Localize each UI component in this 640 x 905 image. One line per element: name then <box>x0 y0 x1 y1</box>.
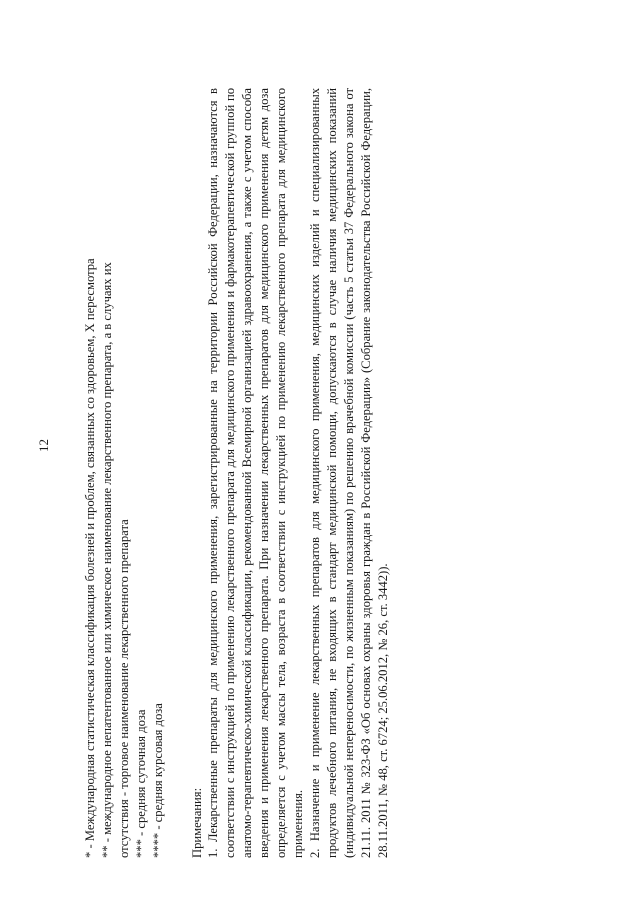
footnote-course-dose: **** - средняя курсовая доза <box>150 703 165 858</box>
footnote-inn-continued: отсутствия - торговое наименование лекарственного препарата <box>116 519 131 858</box>
note-2: 2. Назначение и применение лекарственных препаратов для медицинского применения, медицинских изделий и специализированных продуктов лечебного питания, не входящих в стандарт медицинской помощи, допускаются в случае наличия медицинских показаний (индивидуальной непереносимости, по жизненным показаниям) по решению врачебной комиссии (часть 5 статьи 37 Федерального закона от 21.11. 2011 № 323-ФЗ «Об основах охраны здоровья граждан в Российской Федерации» (Собрание законодательства Российской Федерации, 28.11.2011, № 48, ст. 6724; 25.06.2012, № 26, ст. 3442)). <box>307 88 390 858</box>
footnote-icd: * - Международная статистическая классификация болезней и проблем, связанных со здоровьем, X пересмотра <box>83 258 97 858</box>
rotated-text-block <box>82 88 391 858</box>
spacer <box>167 88 189 858</box>
footnote-daily-dose: *** - средняя суточная доза <box>133 709 148 858</box>
page-number: 12 <box>36 439 51 452</box>
note-1: 1. Лекарственные препараты для медицинского применения, зарегистрированные на территории Российской Федерации, назначаются в соответствии с инструкцией по применению лекарственного препарата для медицинского применения и фармакотерапевтической группой по анатомо-терапевтическо-химической классификации, рекомендованной Всемирной организацией здравоохранения, а также с учетом способа введения и применения лекарственного препарата. При назначении лекарственных препаратов для медицинского применения детям доза определяется с учетом массы тела, возраста в соответствии с инструкцией по применению лекарственного препарата для медицинского применения. <box>206 88 305 858</box>
footnote-inn: ** - международное непатентованное или химическое наименование лекарственного препарата, а в случаях их <box>99 262 114 858</box>
notes-heading: Примечания: <box>189 787 204 858</box>
